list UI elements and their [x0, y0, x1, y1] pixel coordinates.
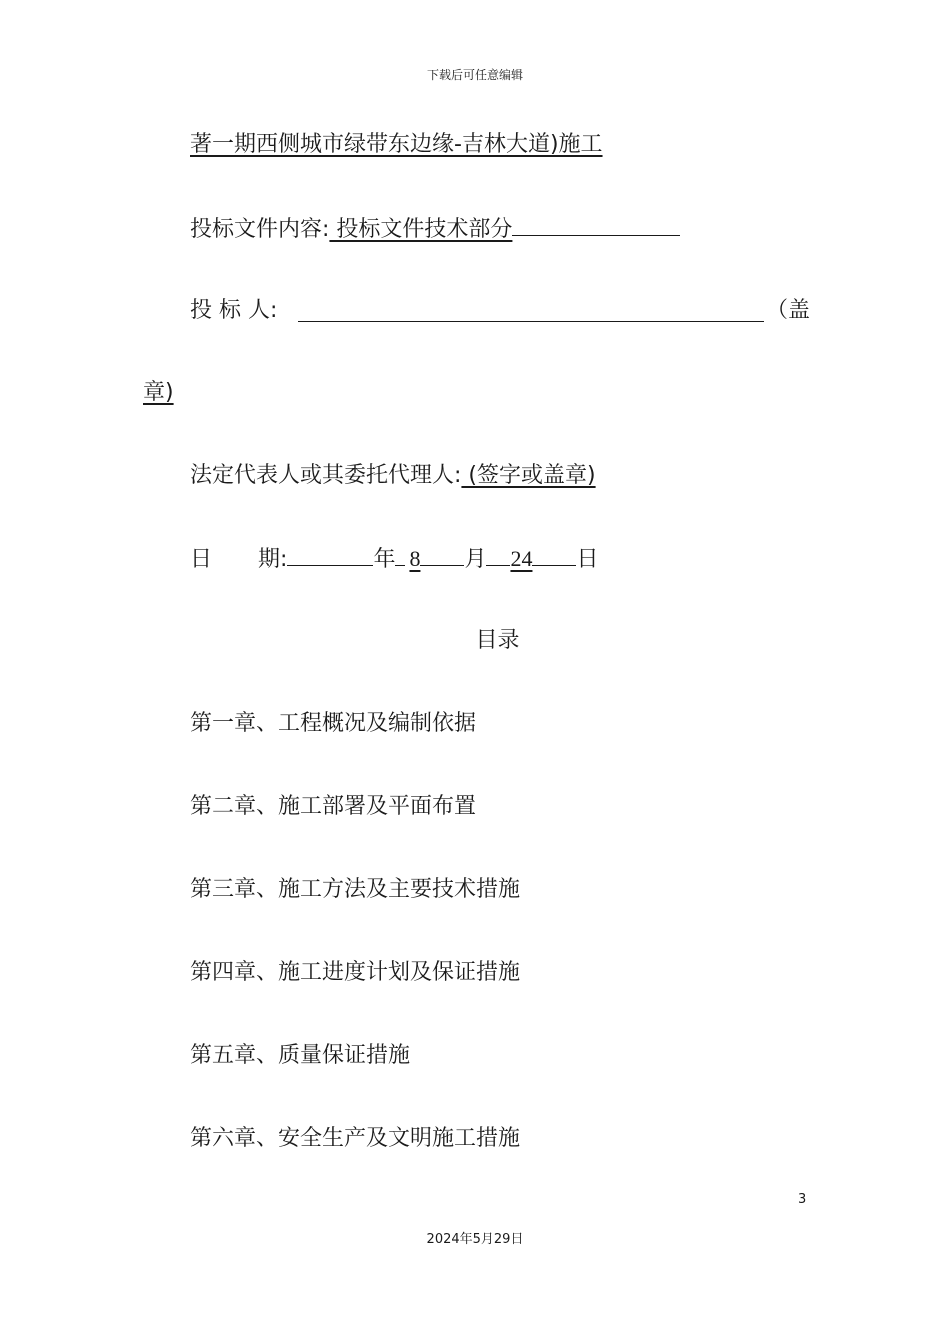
- year-unit: 年: [373, 547, 396, 572]
- day-value: 24: [510, 546, 533, 571]
- bid-content-value: 投标文件技术部分: [329, 217, 513, 242]
- date-row: [190, 543, 598, 575]
- bidder-blank: [298, 300, 764, 322]
- footer-date: 2024年5月29日: [426, 1232, 524, 1247]
- toc-item: 第四章、施工进度计划及保证措施: [190, 960, 521, 985]
- bidder-label: 投 标 人:: [190, 298, 278, 323]
- project-title-line: 著一期西侧城市绿带东边缘-吉林大道)施工: [190, 132, 603, 157]
- toc-item: 第六章、安全生产及文明施工措施: [190, 1126, 521, 1151]
- toc-item: 第三章、施工方法及主要技术措施: [190, 877, 521, 902]
- page-header: 下载后可任意编辑: [426, 68, 523, 82]
- date-label-day: 日: [190, 547, 213, 572]
- toc-item: 第一章、工程概况及编制依据: [190, 711, 477, 736]
- month-unit: 月: [464, 547, 487, 572]
- date-label-period: 期:: [258, 547, 288, 572]
- toc-item: 第五章、质量保证措施: [190, 1043, 411, 1068]
- legal-rep-label: 法定代表人或其委托代理人:: [190, 463, 462, 488]
- seal-note-end: 章): [143, 380, 174, 405]
- legal-rep-row: [190, 461, 596, 491]
- seal-note-start: （盖: [766, 298, 811, 323]
- page-number: 3: [798, 1192, 807, 1207]
- bid-content-blank: [512, 213, 680, 236]
- bid-content-row: [190, 213, 680, 245]
- bid-content-label: 投标文件内容:: [190, 217, 330, 242]
- toc-title: 目录: [475, 628, 520, 653]
- legal-rep-value: (签字或盖章): [461, 463, 596, 488]
- month-value: 8: [409, 546, 421, 571]
- day-unit: 日: [576, 547, 599, 572]
- toc-item: 第二章、施工部署及平面布置: [190, 794, 477, 819]
- year-blank: [287, 543, 373, 566]
